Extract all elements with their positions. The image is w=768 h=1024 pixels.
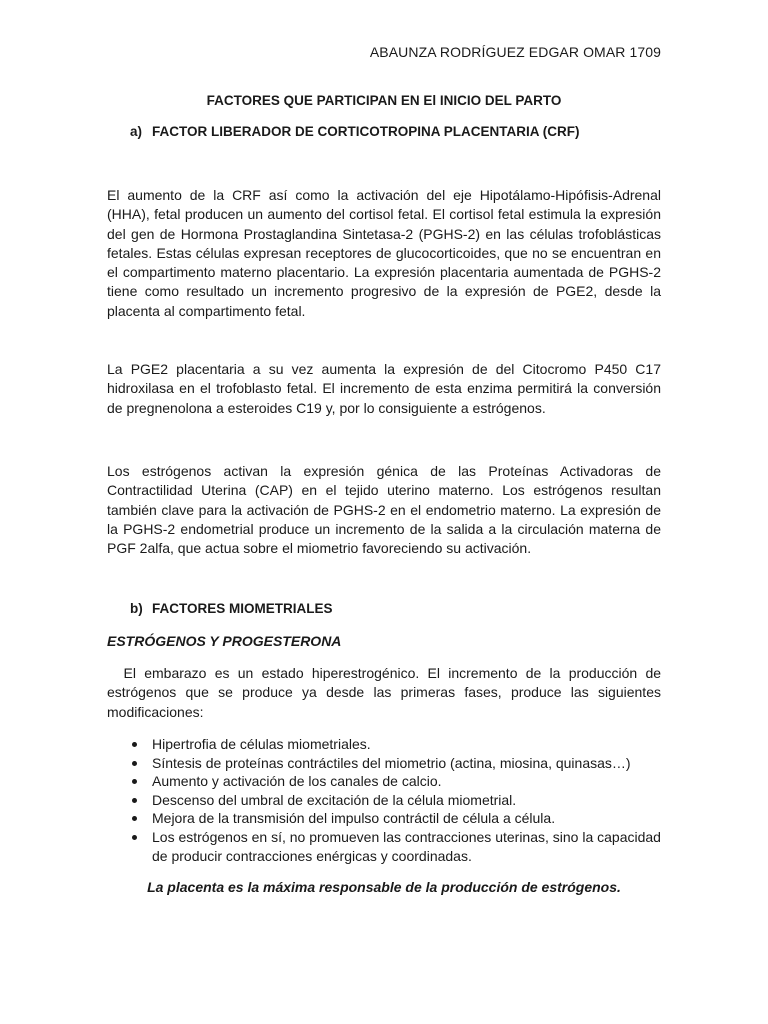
author-header: ABAUNZA RODRÍGUEZ EDGAR OMAR 1709: [369, 44, 661, 60]
list-item-text: Síntesis de proteínas contráctiles del miometrio (actina, miosina, quinasas…): [152, 754, 631, 771]
bullet-icon: [132, 798, 137, 803]
bullet-icon: [132, 816, 137, 821]
list-item: [130, 772, 661, 791]
list-item: [130, 828, 661, 865]
list-item: [130, 809, 661, 828]
paragraph-2: La PGE2 placentaria a su vez aumenta la expresión de del Citocromo P450 C17 hidroxilasa en el trofoblasto fetal. El incremento de esta enzima permitirá la conversión de pregnenolona a esteroides C19 y, por lo consiguiente a estrógenos.: [107, 361, 661, 416]
section-a-heading: [130, 124, 580, 139]
list-item-text: Hipertrofia de células miometriales.: [152, 736, 371, 752]
bullet-icon: [132, 742, 137, 747]
intro-paragraph: El embarazo es un estado hiperestrogénico. El incremento de la producción de estrógenos que se produce ya desde las primeras fases, produce las siguientes modificaciones:: [107, 665, 665, 720]
list-item: [130, 791, 661, 810]
closing-statement: La placenta es la máxima responsable de la producción de estrógenos.: [147, 879, 621, 895]
bullet-icon: [132, 761, 137, 766]
list-item-text: Mejora de la transmisión del impulso contráctil de célula a célula.: [152, 810, 556, 827]
list-item-text: Descenso del umbral de excitación de la célula miometrial.: [152, 791, 517, 808]
subheading-estrogenos: ESTRÓGENOS Y PROGESTERONA: [107, 633, 342, 649]
list-item: [130, 754, 661, 773]
bullet-icon: [132, 779, 137, 784]
list-item: [130, 735, 661, 754]
section-a-marker: a): [130, 124, 143, 139]
section-b-title: FACTORES MIOMETRIALES: [152, 601, 333, 616]
list-item-text: Aumento y activación de los canales de calcio.: [152, 773, 442, 790]
paragraph-1: El aumento de la CRF así como la activación del eje Hipotálamo-Hipófisis-Adrenal (HHA), fetal producen un aumento del cortisol fetal. El cortisol fetal estimula la expresión del gen de Hormona Prostaglandina Sintetasa-2 (PGHS-2) en las células trofoblásticas fetales. Estas células expresan receptores de glucocorticoides, que no se encuentran en el compartimento materno placentario. La expresión placentaria aumentada de PGHS-2 tiene como resultado un incremento progresivo de la expresión de PGE2, desde la placenta al compartimento fetal.: [107, 187, 661, 319]
section-b-marker: b): [130, 601, 143, 616]
paragraph-3: Los estrógenos activan la expresión génica de las Proteínas Activadoras de Contractilidad Uterina (CAP) en el tejido uterino materno. Los estrógenos resultan también clave para la activación de PGHS-2 en el endometrio materno. La expresión de la PGHS-2 endometrial produce un incremento de la salida a la circulación materna de PGF 2alfa, que actua sobre el miometrio favoreciendo su activación.: [107, 463, 661, 557]
section-b-heading: [130, 601, 333, 616]
section-a-title: FACTOR LIBERADOR DE CORTICOTROPINA PLACENTARIA (CRF): [152, 124, 580, 139]
document-title: FACTORES QUE PARTICIPAN EN El INICIO DEL PARTO: [206, 93, 562, 108]
bullet-icon: [132, 835, 137, 840]
modifications-list: [130, 735, 661, 865]
list-item-text: Los estrógenos en sí, no promueven las contracciones uterinas, sino la capacidad de producir contracciones enérgicas y coordinadas.: [152, 828, 661, 864]
